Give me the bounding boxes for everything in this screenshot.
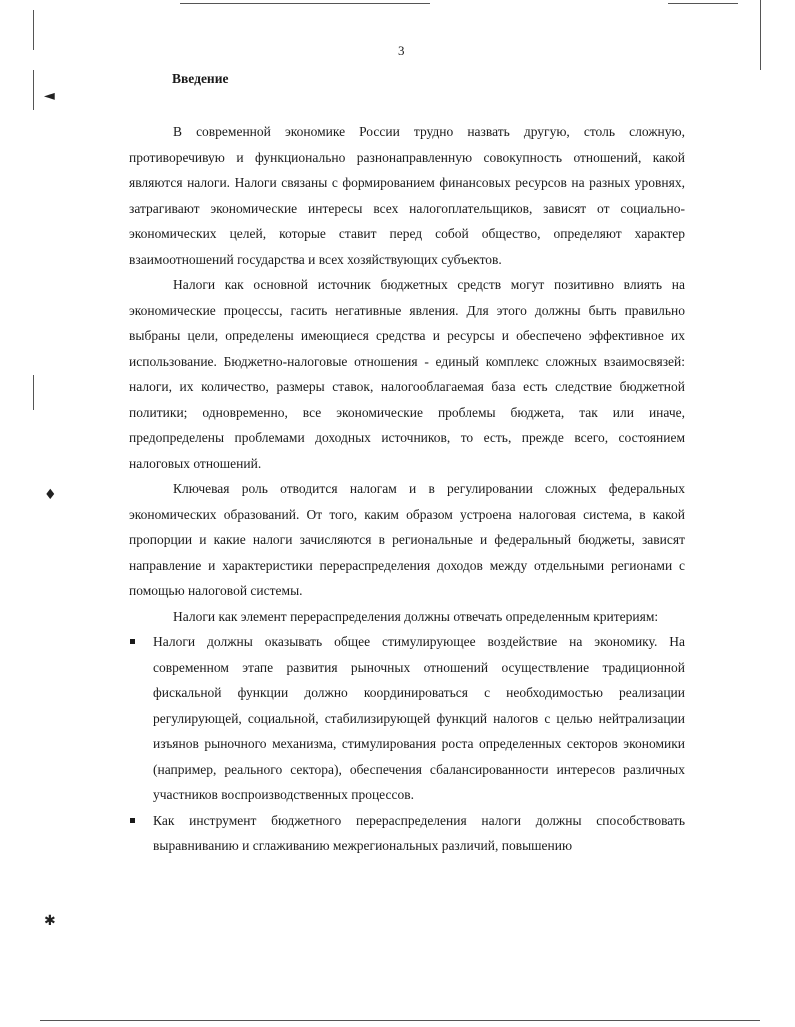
bullet-icon	[130, 639, 135, 644]
scan-line-left-1	[33, 10, 34, 50]
scan-line-bottom	[40, 1020, 760, 1021]
list-item	[129, 629, 685, 808]
list-item-text: Налоги должны оказывать общее стимулирующее воздействие на экономику. На современном этапе развития рыночных отношений осуществление традиционной фискальной функции должно координироваться с необходимостью реализации регулирующей, социальной, стабилизирующей функций налогов с целью нейтрализации изъянов рыночного механизма, стимулирования роста определенных секторов экономики (например, реального сектора), обеспечения сбалансированности интересов различных участников воспроизводственных процессов.	[153, 634, 685, 802]
scan-line-left-2	[33, 70, 34, 110]
section-heading: Введение	[172, 71, 229, 86]
page-number: 3	[398, 43, 405, 58]
scan-line-left-3	[33, 375, 34, 410]
paragraph: Ключевая роль отводится налогам и в регулировании сложных федеральных экономических образований. От того, каким образом устроена налоговая система, в какой пропорции и какие налоги зачисляются в региональные и федеральный бюджеты, зависят направление и характеристики перераспределения доходов между отдельными регионами с помощью налоговой системы.	[129, 481, 685, 598]
body-text	[129, 119, 685, 859]
scan-line-top-left	[180, 3, 430, 4]
criteria-list	[129, 629, 685, 859]
scan-line-top-right	[668, 3, 738, 4]
bullet-icon	[130, 818, 135, 823]
scan-mark-2: ♦	[44, 487, 57, 503]
list-item-text: Как инструмент бюджетного перераспределения налоги должны способствовать выравниванию и сглаживанию межрегиональных различий, повышению	[153, 812, 685, 853]
scan-mark-3: ✱	[44, 913, 56, 929]
scan-line-right	[760, 0, 761, 70]
scan-mark-1: ◄	[44, 88, 55, 104]
paragraph: Налоги как основной источник бюджетных средств могут позитивно влиять на экономические процессы, гасить негативные явления. Для этого должны быть правильно выбраны цели, определены имеющиеся средства и ресурсы и обеспечено эффективное их использование. Бюджетно-налоговые отношения - единый комплекс сложных взаимосвязей: налоги, их количество, размеры ставок, налогооблагаемая база есть следствие бюджетной политики; одновременно, все экономические проблемы бюджета, так или иначе, предопределены проблемами доходных источников, то есть, прежде всего, состоянием налоговых отношений.	[129, 277, 685, 471]
paragraph: Налоги как элемент перераспределения должны отвечать определенным критериям:	[173, 608, 659, 624]
list-item	[129, 808, 685, 859]
paragraph: В современной экономике России трудно назвать другую, столь сложную, противоречивую и функционально разнонаправленную совокупность отношений, какой являются налоги. Налоги связаны с формированием финансовых ресурсов на разных уровнях, затрагивают экономические интересы всех налогоплательщиков, зависят от социально-экономических целей, которые ставит перед собой общество, определяют характер взаимоотношений государства и всех хозяйствующих субъектов.	[129, 124, 685, 267]
